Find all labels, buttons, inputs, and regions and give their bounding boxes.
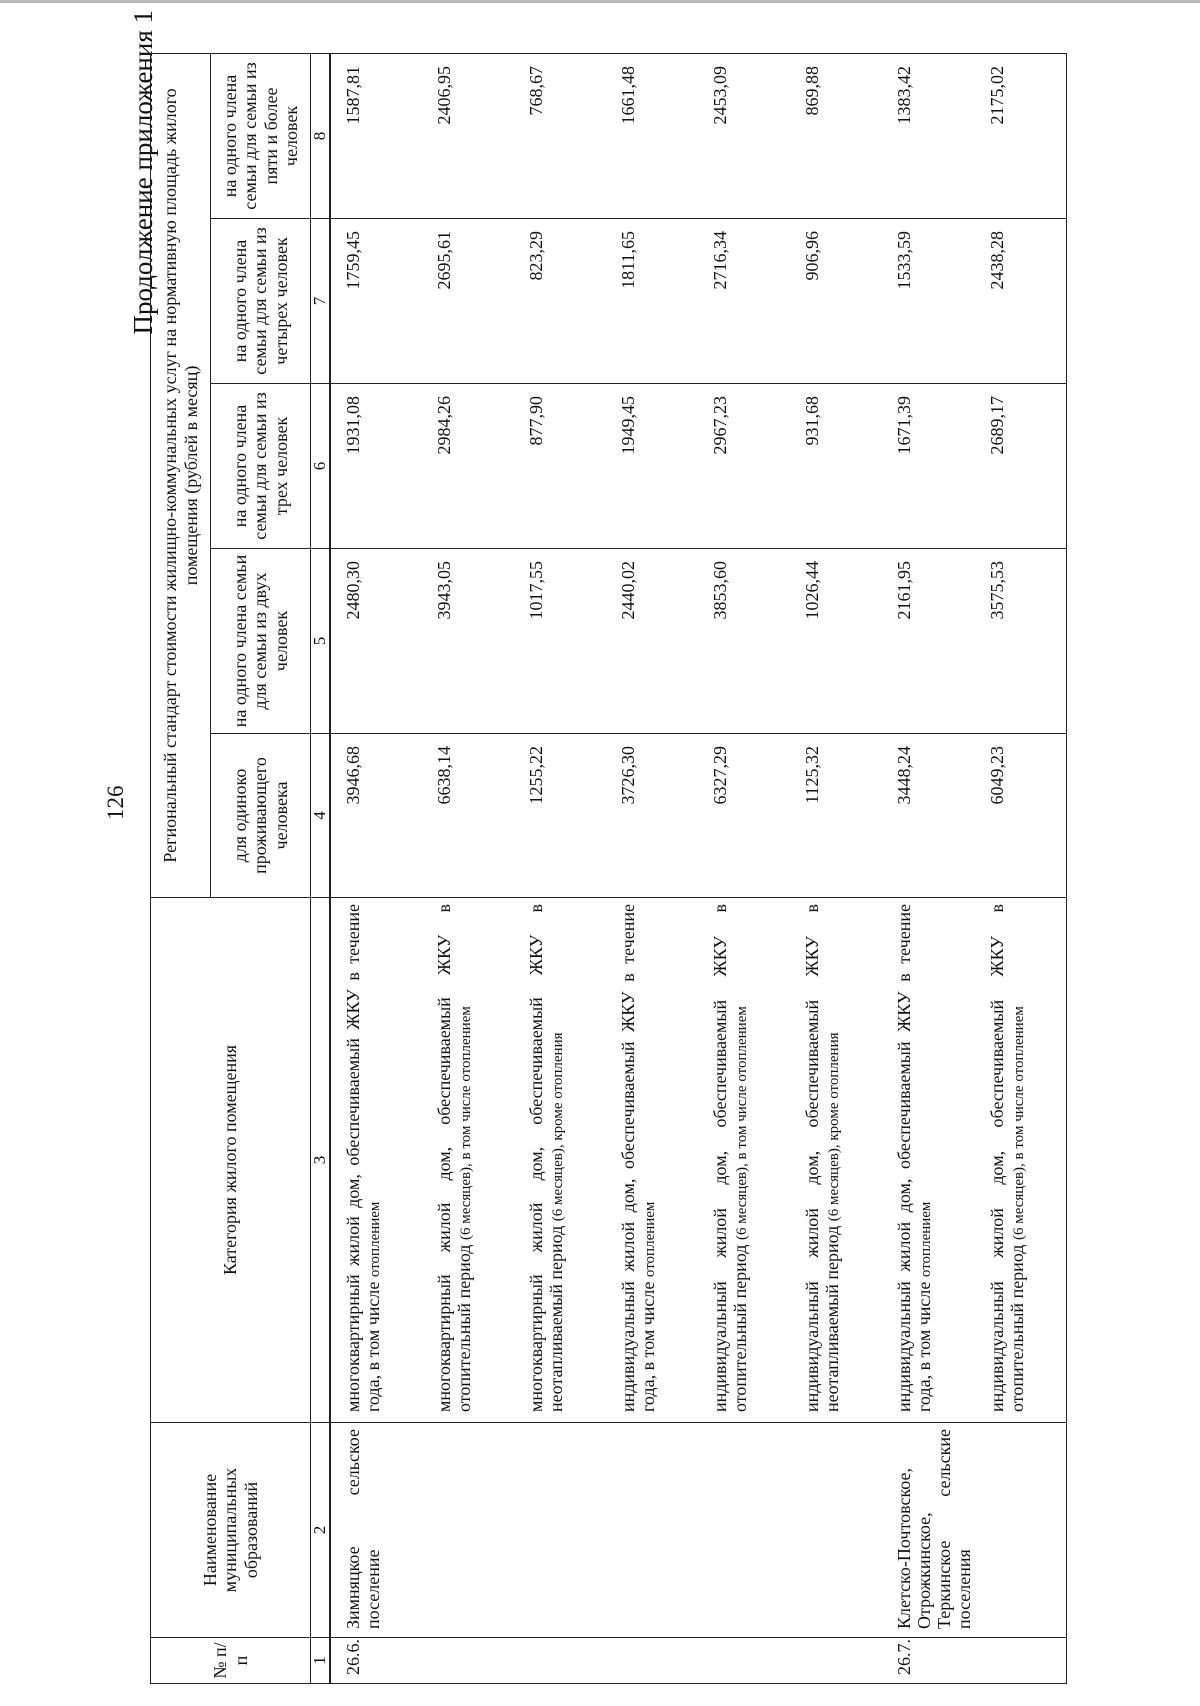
municipality-name <box>790 1423 882 1638</box>
standard-value <box>514 549 606 734</box>
standard-value-text: 6327,29 <box>710 746 730 805</box>
standard-value-text: 2716,34 <box>710 231 730 290</box>
standard-value-text: 3726,30 <box>618 746 638 805</box>
header-standard-group: Региональный стандарт стоимости жилищно-коммунальных услуг на нормативную площадь жилого помещения (рублей в месяц) <box>151 53 211 897</box>
row-number <box>422 1638 514 1684</box>
standard-value <box>882 734 975 898</box>
table-row <box>975 53 1067 1683</box>
municipality-name <box>698 1423 790 1638</box>
standard-value <box>975 549 1067 734</box>
standard-value <box>330 734 422 898</box>
standard-value <box>606 549 698 734</box>
standard-value-text: 2161,95 <box>894 561 914 620</box>
standard-value <box>975 219 1067 384</box>
housing-category-tail: (6 месяцев), в том числе отоплением <box>458 1006 475 1241</box>
standard-value-text: 2440,02 <box>618 561 638 620</box>
column-number: 7 <box>311 219 331 384</box>
table-row <box>330 53 422 1683</box>
table-row <box>882 53 975 1683</box>
row-number <box>514 1638 606 1684</box>
row-number <box>790 1638 882 1684</box>
standard-value-text: 1661,48 <box>618 65 638 125</box>
standard-value <box>422 53 514 218</box>
header-five-plus-persons: на одного члена семьи для семьи из пяти и более человек <box>211 53 311 218</box>
header-category: Категория жилого помещения <box>151 898 311 1423</box>
standard-value-text: 6049,23 <box>986 746 1007 805</box>
table-row <box>606 53 698 1683</box>
standard-value-text: 931,68 <box>802 396 822 446</box>
housing-category-tail: отоплением <box>918 1201 935 1278</box>
standard-value <box>790 53 882 218</box>
header-three-persons: на одного члена семьи для семьи из трех человек <box>211 384 311 549</box>
standard-value-text: 2967,23 <box>710 396 730 455</box>
column-number: 6 <box>311 384 331 549</box>
standard-value <box>422 549 514 734</box>
municipality-name <box>422 1423 514 1638</box>
column-number: 5 <box>311 549 331 734</box>
column-number: 3 <box>311 898 331 1423</box>
standard-value-text: 2984,26 <box>434 396 454 455</box>
standard-value-text: 877,90 <box>526 396 546 446</box>
housing-category-lead: индивидуальный жилой дом, обеспечиваемый ЖКУ в отопительный период <box>710 904 751 1412</box>
table-row <box>422 53 514 1683</box>
housing-category-lead: индивидуальный жилой дом, обеспечиваемый ЖКУ в течение года, в том числе <box>894 904 935 1412</box>
table-row <box>790 53 882 1683</box>
housing-category-tail: (6 месяцев), кроме отопления <box>826 1032 843 1222</box>
housing-category-tail: отоплением <box>367 1201 384 1278</box>
housing-category <box>882 898 975 1423</box>
housing-category-lead: многоквартирный жилой дом, обеспечиваемый ЖКУ в неотапливаемый период <box>526 904 567 1412</box>
standard-value <box>606 219 698 384</box>
standard-value <box>698 384 790 549</box>
standard-value-text: 1931,08 <box>343 396 363 455</box>
standard-value-text: 768,67 <box>526 65 546 116</box>
housing-category <box>514 898 606 1423</box>
municipality-name <box>606 1423 698 1638</box>
standard-value-text: 1383,42 <box>894 65 914 125</box>
standard-value-text: 1533,59 <box>894 231 914 290</box>
standard-value-text: 2438,28 <box>986 231 1007 290</box>
housing-category-lead: индивидуальный жилой дом, обеспечиваемый ЖКУ в отопительный период <box>986 904 1027 1412</box>
housing-category <box>422 898 514 1423</box>
standard-value <box>606 734 698 898</box>
table-row <box>698 53 790 1683</box>
standard-value-text: 1255,22 <box>526 746 546 805</box>
standard-value-text: 3946,68 <box>343 746 363 805</box>
row-number-text: 26.6. <box>343 1639 363 1675</box>
standard-value-text: 3943,05 <box>434 561 454 620</box>
housing-category-tail: отоплением <box>642 1201 659 1278</box>
column-number: 4 <box>311 734 331 898</box>
standard-value-text: 1949,45 <box>618 396 638 455</box>
standard-value <box>975 53 1067 218</box>
standard-value <box>790 384 882 549</box>
standard-value-text: 3575,53 <box>986 561 1007 620</box>
standard-value-text: 1026,44 <box>802 561 822 620</box>
standard-value <box>330 549 422 734</box>
appendix-continuation-note: Продолжение приложения 1 <box>128 10 158 335</box>
standard-value <box>422 734 514 898</box>
standard-value <box>514 53 606 218</box>
standard-value <box>606 53 698 218</box>
row-number <box>975 1638 1067 1684</box>
standard-value <box>330 384 422 549</box>
standard-value <box>698 734 790 898</box>
row-number <box>698 1638 790 1684</box>
standard-value-text: 823,29 <box>526 231 546 281</box>
standard-value-text: 1587,81 <box>343 65 363 125</box>
housing-category <box>790 898 882 1423</box>
header-id: № п/п <box>151 1638 311 1684</box>
standard-value-text: 1671,39 <box>894 396 914 455</box>
standard-value-text: 3448,24 <box>894 746 914 805</box>
standard-value <box>790 734 882 898</box>
standard-value-text: 1811,65 <box>618 231 638 289</box>
standard-value <box>606 384 698 549</box>
municipality-name <box>514 1423 606 1638</box>
municipality-name-text: Клетско-Почтовское, Отрожкинское, Теркинское сельские поселения <box>894 1429 975 1629</box>
table-row <box>514 53 606 1683</box>
standard-value-text: 2406,95 <box>434 65 454 125</box>
standard-value-text: 1125,32 <box>802 746 822 804</box>
municipality-name <box>330 1423 422 1638</box>
standard-value <box>882 384 975 549</box>
column-number: 1 <box>311 1638 331 1684</box>
regional-standard-table <box>150 53 1067 1684</box>
standard-value-text: 2689,17 <box>986 396 1007 455</box>
housing-category-lead: индивидуальный жилой дом, обеспечиваемый ЖКУ в течение года, в том числе <box>618 904 659 1412</box>
housing-category <box>330 898 422 1423</box>
standard-value <box>698 219 790 384</box>
housing-category-tail: (6 месяцев), кроме отопления <box>550 1032 567 1222</box>
column-number-row <box>311 53 331 1683</box>
municipality-name <box>882 1423 975 1638</box>
standard-value <box>698 53 790 218</box>
municipality-name-text: Зимняцкое сельское поселение <box>343 1429 384 1629</box>
scan-top-edge <box>0 0 1200 3</box>
standard-value <box>882 549 975 734</box>
header-two-persons: на одного члена семьи для семьи из двух человек <box>211 549 311 734</box>
standard-value <box>790 549 882 734</box>
column-number: 2 <box>311 1423 331 1638</box>
municipality-name <box>975 1423 1067 1638</box>
header-single: для одиноко проживающего человека <box>211 734 311 898</box>
standard-value <box>975 384 1067 549</box>
standard-value-text: 1017,55 <box>526 561 546 620</box>
row-number <box>330 1638 422 1684</box>
housing-category <box>975 898 1067 1423</box>
standard-value-text: 2453,09 <box>710 65 730 125</box>
header-municipality: Наименование муниципальных образований <box>151 1423 311 1638</box>
row-number <box>882 1638 975 1684</box>
housing-category-lead: индивидуальный жилой дом, обеспечиваемый ЖКУ в неотапливаемый период <box>802 904 843 1412</box>
header-four-persons: на одного члена семьи для семьи из четырех человек <box>211 219 311 384</box>
standard-value-text: 6638,14 <box>434 746 454 805</box>
standard-value <box>422 384 514 549</box>
column-number: 8 <box>311 53 331 218</box>
page-number: 126 <box>103 785 128 820</box>
housing-category <box>698 898 790 1423</box>
standard-value-text: 2175,02 <box>986 65 1007 125</box>
standard-value <box>514 734 606 898</box>
row-number-text: 26.7. <box>894 1639 914 1675</box>
row-number <box>606 1638 698 1684</box>
standard-value-text: 2480,30 <box>343 561 363 620</box>
standard-value-text: 2695,61 <box>434 231 454 290</box>
standard-value <box>330 219 422 384</box>
standard-value-text: 3853,60 <box>710 561 730 620</box>
standard-value-text: 1759,45 <box>343 231 363 290</box>
housing-category <box>606 898 698 1423</box>
standard-value <box>790 219 882 384</box>
table-body <box>330 53 1067 1683</box>
standard-value <box>882 53 975 218</box>
standard-value <box>882 219 975 384</box>
rotated-table-container <box>150 54 1040 1684</box>
housing-category-lead: многоквартирный жилой дом, обеспечиваемый ЖКУ в отопительный период <box>434 904 475 1412</box>
standard-value <box>975 734 1067 898</box>
standard-value-text: 869,88 <box>802 65 822 116</box>
standard-value <box>514 219 606 384</box>
standard-value <box>698 549 790 734</box>
housing-category-tail: (6 месяцев), в том числе отоплением <box>734 1006 751 1241</box>
housing-category-lead: многоквартирный жилой дом, обеспечиваемый ЖКУ в течение года, в том числе <box>343 904 384 1412</box>
standard-value <box>422 219 514 384</box>
standard-value-text: 906,96 <box>802 231 822 281</box>
standard-value <box>514 384 606 549</box>
standard-value <box>330 53 422 218</box>
housing-category-tail: (6 месяцев), в том числе отоплением <box>1010 1006 1027 1241</box>
